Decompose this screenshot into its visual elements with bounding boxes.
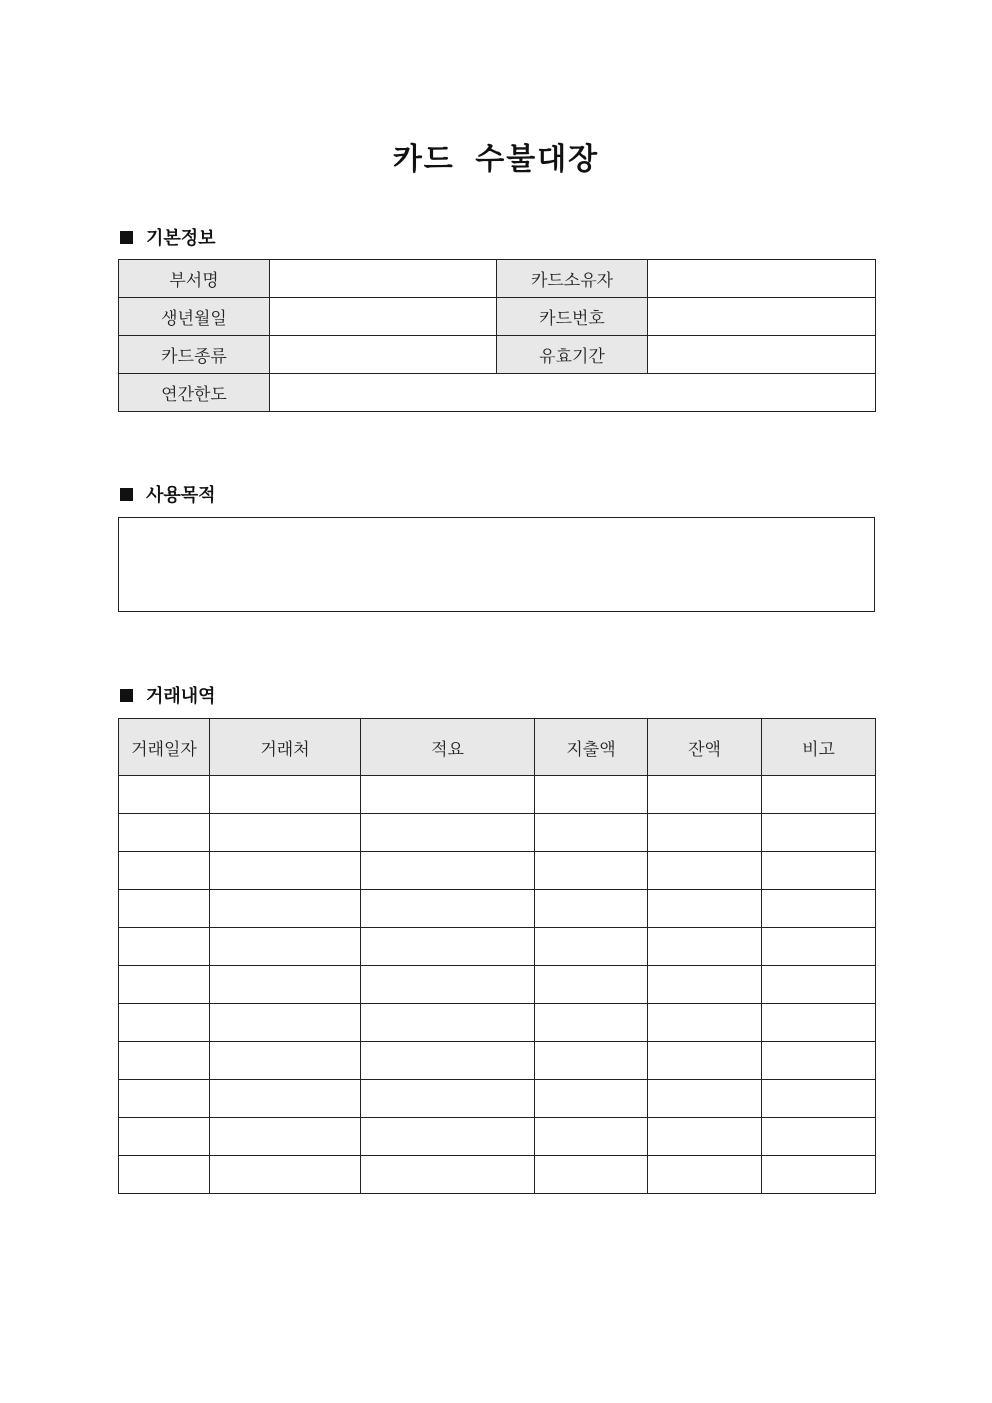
table-row xyxy=(119,814,876,852)
cell-balance[interactable] xyxy=(648,852,762,890)
cell-balance[interactable] xyxy=(648,814,762,852)
table-row xyxy=(119,890,876,928)
cell-remarks[interactable] xyxy=(762,1080,876,1118)
cell-expense[interactable] xyxy=(535,1080,648,1118)
cell-remarks[interactable] xyxy=(762,966,876,1004)
card-type-label: 카드종류 xyxy=(119,336,270,374)
annual-limit-label: 연간한도 xyxy=(119,374,270,412)
cell-vendor[interactable] xyxy=(210,852,361,890)
annual-limit-field[interactable] xyxy=(270,374,876,412)
cell-balance[interactable] xyxy=(648,966,762,1004)
cell-description[interactable] xyxy=(361,1118,535,1156)
validity-field[interactable] xyxy=(648,336,876,374)
table-row xyxy=(119,1118,876,1156)
cell-description[interactable] xyxy=(361,966,535,1004)
card-type-field[interactable] xyxy=(270,336,497,374)
cell-vendor[interactable] xyxy=(210,1080,361,1118)
page-title: 카드 수불대장 xyxy=(392,142,600,177)
cell-vendor[interactable] xyxy=(210,1118,361,1156)
cell-description[interactable] xyxy=(361,890,535,928)
section-basic-info xyxy=(120,224,216,250)
cell-date[interactable] xyxy=(119,1004,210,1042)
square-bullet-icon xyxy=(120,488,133,501)
cell-expense[interactable] xyxy=(535,890,648,928)
validity-label: 유효기간 xyxy=(497,336,648,374)
section-purpose-label: 사용목적 xyxy=(146,485,216,506)
dept-field[interactable] xyxy=(270,260,497,298)
cell-description[interactable] xyxy=(361,928,535,966)
section-purpose xyxy=(120,481,216,507)
cell-remarks[interactable] xyxy=(762,1156,876,1194)
dept-label: 부서명 xyxy=(119,260,270,298)
basic-info-table xyxy=(118,259,876,412)
cell-date[interactable] xyxy=(119,966,210,1004)
section-transactions xyxy=(120,682,216,708)
cell-expense[interactable] xyxy=(535,966,648,1004)
cell-date[interactable] xyxy=(119,1156,210,1194)
cell-expense[interactable] xyxy=(535,1042,648,1080)
transactions-body xyxy=(119,776,876,1194)
table-row xyxy=(119,966,876,1004)
card-number-field[interactable] xyxy=(648,298,876,336)
cell-description[interactable] xyxy=(361,1080,535,1118)
cell-remarks[interactable] xyxy=(762,928,876,966)
cell-expense[interactable] xyxy=(535,928,648,966)
cell-vendor[interactable] xyxy=(210,1042,361,1080)
cell-balance[interactable] xyxy=(648,1118,762,1156)
cell-remarks[interactable] xyxy=(762,890,876,928)
owner-label: 카드소유자 xyxy=(497,260,648,298)
cell-balance[interactable] xyxy=(648,1004,762,1042)
cell-date[interactable] xyxy=(119,1118,210,1156)
cell-vendor[interactable] xyxy=(210,814,361,852)
table-row xyxy=(119,928,876,966)
section-transactions-label: 거래내역 xyxy=(146,686,216,707)
col-header-expense: 지출액 xyxy=(535,719,648,776)
cell-vendor[interactable] xyxy=(210,966,361,1004)
square-bullet-icon xyxy=(120,689,133,702)
cell-balance[interactable] xyxy=(648,928,762,966)
cell-remarks[interactable] xyxy=(762,1118,876,1156)
cell-date[interactable] xyxy=(119,1042,210,1080)
table-row xyxy=(119,1004,876,1042)
col-header-balance: 잔액 xyxy=(648,719,762,776)
purpose-field[interactable] xyxy=(118,517,875,612)
col-header-vendor: 거래처 xyxy=(210,719,361,776)
cell-date[interactable] xyxy=(119,852,210,890)
cell-date[interactable] xyxy=(119,776,210,814)
cell-vendor[interactable] xyxy=(210,890,361,928)
cell-balance[interactable] xyxy=(648,776,762,814)
transactions-table xyxy=(118,718,876,1194)
table-row xyxy=(119,1042,876,1080)
birth-field[interactable] xyxy=(270,298,497,336)
col-header-description: 적요 xyxy=(361,719,535,776)
cell-expense[interactable] xyxy=(535,1156,648,1194)
cell-vendor[interactable] xyxy=(210,928,361,966)
cell-description[interactable] xyxy=(361,776,535,814)
cell-description[interactable] xyxy=(361,1156,535,1194)
cell-description[interactable] xyxy=(361,1004,535,1042)
table-row xyxy=(119,1080,876,1118)
section-basic-info-label: 기본정보 xyxy=(146,228,216,249)
cell-vendor[interactable] xyxy=(210,776,361,814)
cell-expense[interactable] xyxy=(535,776,648,814)
cell-date[interactable] xyxy=(119,890,210,928)
cell-expense[interactable] xyxy=(535,1004,648,1042)
owner-field[interactable] xyxy=(648,260,876,298)
cell-description[interactable] xyxy=(361,852,535,890)
cell-remarks[interactable] xyxy=(762,776,876,814)
square-bullet-icon xyxy=(120,231,133,244)
cell-expense[interactable] xyxy=(535,814,648,852)
cell-remarks[interactable] xyxy=(762,852,876,890)
col-header-remarks: 비고 xyxy=(762,719,876,776)
cell-date[interactable] xyxy=(119,814,210,852)
cell-description[interactable] xyxy=(361,814,535,852)
cell-balance[interactable] xyxy=(648,890,762,928)
cell-expense[interactable] xyxy=(535,1118,648,1156)
table-row xyxy=(119,852,876,890)
col-header-date: 거래일자 xyxy=(119,719,210,776)
card-number-label: 카드번호 xyxy=(497,298,648,336)
cell-remarks[interactable] xyxy=(762,1004,876,1042)
cell-remarks[interactable] xyxy=(762,1042,876,1080)
birth-label: 생년월일 xyxy=(119,298,270,336)
cell-balance[interactable] xyxy=(648,1156,762,1194)
cell-balance[interactable] xyxy=(648,1042,762,1080)
cell-balance[interactable] xyxy=(648,1080,762,1118)
cell-description[interactable] xyxy=(361,1042,535,1080)
table-row xyxy=(119,1156,876,1194)
cell-remarks[interactable] xyxy=(762,814,876,852)
table-row xyxy=(119,776,876,814)
cell-vendor[interactable] xyxy=(210,1004,361,1042)
cell-date[interactable] xyxy=(119,928,210,966)
cell-vendor[interactable] xyxy=(210,1156,361,1194)
cell-date[interactable] xyxy=(119,1080,210,1118)
cell-expense[interactable] xyxy=(535,852,648,890)
